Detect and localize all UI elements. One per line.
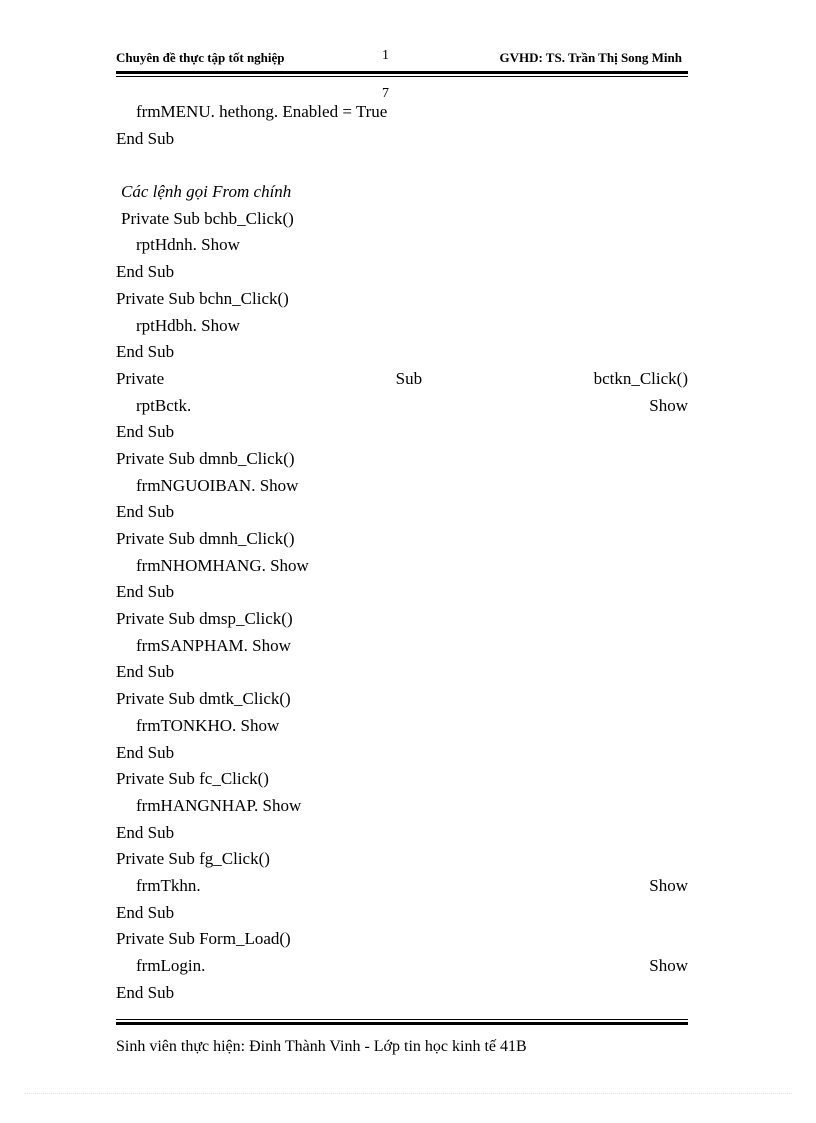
- code-listing: [116, 99, 688, 1006]
- code-line: frmNHOMHANG. Show: [136, 555, 309, 575]
- code-line: frmHANGNHAP. Show: [136, 795, 302, 815]
- code-word: Show: [649, 395, 688, 415]
- footer-rule-thick: [116, 1022, 688, 1025]
- header-advisor: GVHD: TS. Trần Thị Song Minh: [499, 50, 682, 65]
- code-word: bctkn_Click(): [593, 368, 688, 388]
- page-edge-divider: [24, 1093, 792, 1094]
- code-line: End Sub: [116, 582, 175, 602]
- code-word: Sub: [395, 368, 423, 388]
- code-word: frmTkhn.: [136, 875, 201, 895]
- code-line: End Sub: [116, 262, 175, 282]
- code-line: frmNGUOIBAN. Show: [136, 475, 299, 495]
- code-line: End Sub: [116, 742, 175, 762]
- code-line: End Sub: [116, 128, 175, 148]
- code-line: rptHdbh. Show: [136, 315, 240, 335]
- code-line-justified: [116, 366, 688, 393]
- code-line: Private Sub dmnb_Click(): [116, 448, 295, 468]
- code-line: frmMENU. hethong. Enabled = True: [136, 102, 388, 121]
- code-line: [116, 152, 688, 179]
- code-line: Private Sub dmsp_Click(): [116, 609, 293, 629]
- code-line: Private Sub fc_Click(): [116, 769, 269, 789]
- code-line: frmTONKHO. Show: [136, 715, 280, 735]
- code-line: End Sub: [116, 662, 175, 682]
- page-footer: Sinh viên thực hiện: Đinh Thành Vinh - Lớp tin học kinh tế 41B: [116, 1038, 527, 1055]
- code-line: Private Sub bchb_Click(): [121, 208, 294, 228]
- code-line-justified: [116, 953, 688, 980]
- footer-rule-thin: [116, 1019, 688, 1020]
- page-header: [116, 48, 688, 101]
- code-line: End Sub: [116, 822, 175, 842]
- code-line-justified: [116, 393, 688, 420]
- code-word: Show: [649, 875, 688, 895]
- header-title: Chuyên đề thực tập tốt nghiệp: [116, 50, 285, 65]
- code-line: Private Sub bchn_Click(): [116, 288, 289, 308]
- code-line: End Sub: [116, 422, 175, 442]
- code-line: End Sub: [116, 902, 175, 922]
- code-word: Private: [116, 368, 165, 388]
- page-number-top: 1: [382, 48, 389, 63]
- header-rule-thick: [116, 71, 688, 74]
- code-word: frmLogin.: [136, 956, 206, 975]
- code-word: Show: [649, 956, 688, 975]
- code-line: Private Sub fg_Click(): [116, 849, 270, 869]
- code-line: frmSANPHAM. Show: [136, 635, 291, 655]
- code-line: End Sub: [116, 342, 175, 362]
- code-line: End Sub: [116, 502, 175, 522]
- code-line: Private Sub dmnh_Click(): [116, 529, 295, 548]
- code-line: Private Sub Form_Load(): [116, 929, 291, 949]
- page-number-bottom: 7: [382, 86, 389, 101]
- section-comment: Các lệnh gọi From chính: [121, 182, 292, 202]
- code-line-justified: [116, 873, 688, 900]
- code-word: rptBctk.: [136, 395, 192, 415]
- code-line: Private Sub dmtk_Click(): [116, 689, 291, 709]
- code-line: End Sub: [116, 982, 175, 1002]
- header-rule-thin: [116, 76, 688, 77]
- code-line: rptHdnh. Show: [136, 235, 240, 255]
